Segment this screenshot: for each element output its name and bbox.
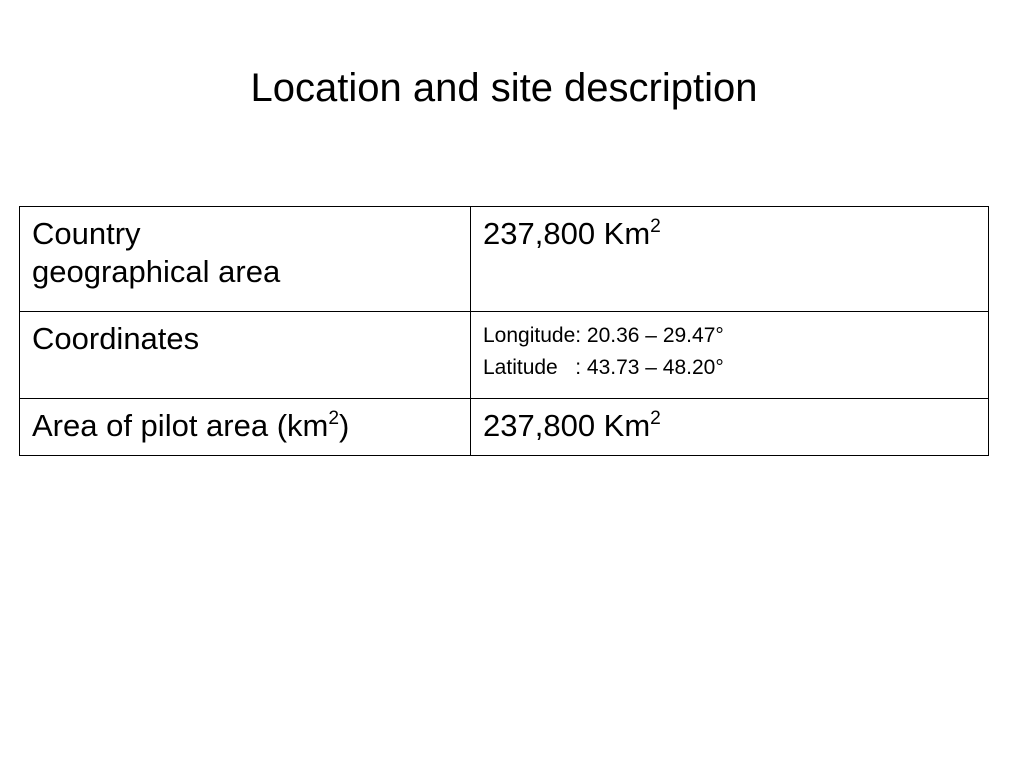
slide-title: Location and site description (250, 66, 758, 110)
label-coordinates: Coordinates (32, 321, 200, 356)
label-cell-country-area (20, 207, 471, 312)
label-country: Country (32, 216, 141, 251)
label-pilot-area-suffix: ) (339, 408, 350, 443)
value-country-area-superscript: 2 (650, 216, 661, 238)
value-cell-coordinates (471, 312, 989, 399)
label-pilot-area-superscript: 2 (328, 408, 340, 430)
table-row-pilot-area (20, 399, 989, 456)
latitude-line (483, 352, 978, 384)
longitude-text: Longitude: 20.36 – 29.47° (483, 324, 724, 347)
value-cell-country-area (471, 207, 989, 312)
latitude-value: : 43.73 – 48.20° (575, 356, 724, 379)
value-pilot-area: 237,800 Km (483, 408, 651, 443)
table-row-country-area (20, 207, 989, 312)
label-geographical-area: geographical area (32, 254, 281, 289)
label-pilot-area-prefix: Area of pilot area (km (32, 408, 329, 443)
value-country-area: 237,800 Km (483, 216, 651, 251)
value-pilot-area-superscript: 2 (650, 408, 661, 430)
table-row-coordinates (20, 312, 989, 399)
label-cell-coordinates (20, 312, 471, 399)
label-cell-pilot-area (20, 399, 471, 456)
latitude-key: Latitude (483, 356, 576, 379)
site-info-table (19, 206, 989, 456)
value-cell-pilot-area (471, 399, 989, 456)
